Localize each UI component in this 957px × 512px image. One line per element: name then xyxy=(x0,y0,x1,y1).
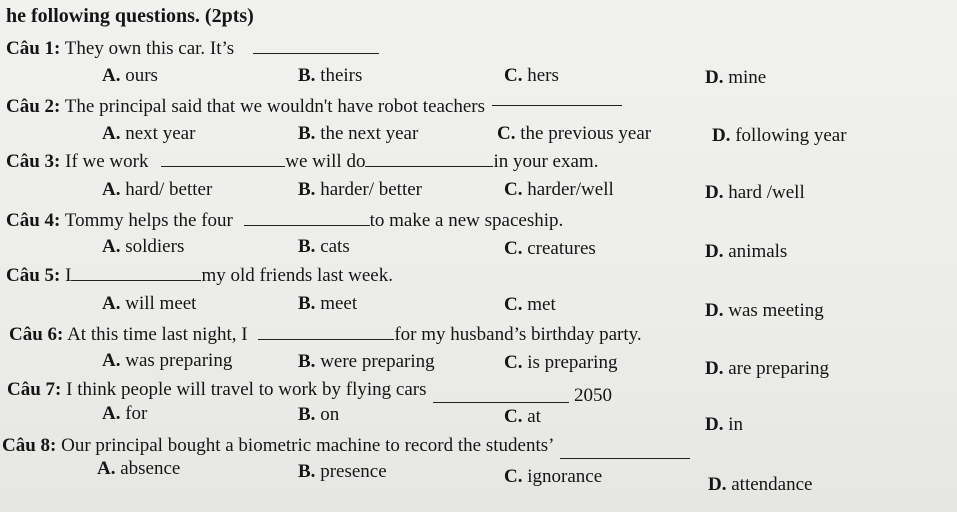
question-text: The principal said that we wouldn't have robot teachers xyxy=(64,96,486,117)
option-label: cats xyxy=(320,236,350,257)
question-label: Câu 8: xyxy=(2,435,57,456)
question-text: At this time last night, I xyxy=(67,324,248,345)
question-4 xyxy=(6,209,563,232)
question-label: Câu 6: xyxy=(9,324,64,345)
answer-blank xyxy=(253,37,379,54)
question-2 xyxy=(6,95,622,118)
option-label: met xyxy=(527,294,556,315)
question-text: Tommy helps the four xyxy=(64,210,233,231)
option-a[interactable]: A. was preparing xyxy=(102,350,233,371)
option-c[interactable]: C. at xyxy=(504,406,541,427)
option-c[interactable]: C. ignorance xyxy=(504,466,603,487)
option-label: are preparing xyxy=(728,358,829,379)
option-c[interactable]: C. creatures xyxy=(504,238,596,259)
option-a[interactable]: A. ours xyxy=(102,65,158,86)
question-text: Our principal bought a biometric machine to record the students’ xyxy=(61,435,554,456)
option-d[interactable]: D. in xyxy=(705,414,744,435)
question-text: I xyxy=(65,265,72,286)
question-label: Câu 3: xyxy=(6,151,61,172)
option-label: will meet xyxy=(125,293,197,314)
option-label: hers xyxy=(527,65,559,86)
question-8 xyxy=(2,434,690,457)
option-b[interactable]: B. theirs xyxy=(298,65,363,86)
option-label: animals xyxy=(728,241,788,262)
option-label: soldiers xyxy=(125,236,185,257)
question-text-mid: we will do xyxy=(285,151,366,172)
option-label: is preparing xyxy=(527,352,618,373)
option-b[interactable]: B. were preparing xyxy=(298,351,435,372)
question-label: Câu 5: xyxy=(6,265,61,286)
option-label: next year xyxy=(125,123,196,144)
answer-blank xyxy=(244,209,370,226)
option-c[interactable]: C. harder/well xyxy=(504,179,614,200)
question-label: Câu 4: xyxy=(6,210,61,231)
option-d[interactable]: D. following year xyxy=(712,125,847,146)
question-3 xyxy=(6,150,598,173)
question-text: I think people will travel to work by flying cars xyxy=(66,379,427,400)
option-a[interactable]: A. next year xyxy=(102,123,196,144)
question-text-end: in your exam. xyxy=(493,151,599,172)
question-label: Câu 7: xyxy=(7,379,62,400)
question-text-end: to make a new spaceship. xyxy=(369,210,564,231)
option-c[interactable]: C. the previous year xyxy=(497,123,652,144)
option-label: the previous year xyxy=(520,123,652,144)
option-label: at xyxy=(527,406,541,427)
answer-blank xyxy=(560,442,690,459)
option-label: presence xyxy=(320,461,387,482)
option-label: harder/ better xyxy=(320,179,422,200)
option-a[interactable]: A. absence xyxy=(97,458,181,479)
question-label: Câu 1: xyxy=(6,38,61,59)
option-label: creatures xyxy=(527,238,596,259)
option-label: attendance xyxy=(731,474,813,495)
question-5 xyxy=(6,264,393,287)
option-label: following year xyxy=(735,125,847,146)
option-b[interactable]: B. cats xyxy=(298,236,350,257)
option-label: theirs xyxy=(320,65,363,86)
option-a[interactable]: A. for xyxy=(102,403,148,424)
option-label: mine xyxy=(728,67,767,88)
option-label: hard /well xyxy=(728,182,805,203)
option-label: in xyxy=(728,414,744,435)
question-6 xyxy=(9,323,642,346)
option-b[interactable]: B. the next year xyxy=(298,123,419,144)
option-label: the next year xyxy=(320,123,419,144)
option-b[interactable]: B. on xyxy=(298,404,340,425)
option-d[interactable]: D. animals xyxy=(705,241,788,262)
question-text: If we work xyxy=(65,151,149,172)
answer-blank xyxy=(71,264,201,281)
option-c[interactable]: C. hers xyxy=(504,65,559,86)
option-d[interactable]: D. was meeting xyxy=(705,300,824,321)
question-text-end: 2050 xyxy=(574,385,613,406)
answer-blank xyxy=(492,89,622,106)
option-b[interactable]: B. harder/ better xyxy=(298,179,422,200)
question-7 xyxy=(7,378,613,406)
option-a[interactable]: A. soldiers xyxy=(102,236,185,257)
option-label: ignorance xyxy=(527,466,603,487)
answer-blank xyxy=(433,386,569,403)
option-label: on xyxy=(320,404,340,425)
option-b[interactable]: B. meet xyxy=(298,293,358,314)
option-label: ours xyxy=(125,65,158,86)
answer-blank xyxy=(365,150,493,167)
option-label: absence xyxy=(120,458,181,479)
option-d[interactable]: D. attendance xyxy=(708,474,813,495)
question-label: Câu 2: xyxy=(6,96,61,117)
option-label: hard/ better xyxy=(125,179,213,200)
section-header: he following questions. (2pts) xyxy=(6,5,254,27)
option-a[interactable]: A. will meet xyxy=(102,293,197,314)
option-c[interactable]: C. met xyxy=(504,294,556,315)
option-d[interactable]: D. mine xyxy=(705,67,767,88)
option-label: for xyxy=(125,403,148,424)
option-label: was meeting xyxy=(728,300,824,321)
option-a[interactable]: A. hard/ better xyxy=(102,179,213,200)
option-label: was preparing xyxy=(125,350,233,371)
option-d[interactable]: D. hard /well xyxy=(705,182,805,203)
question-text-end: my old friends last week. xyxy=(201,265,393,286)
option-d[interactable]: D. are preparing xyxy=(705,358,829,379)
answer-blank xyxy=(258,323,394,340)
answer-blank xyxy=(161,150,285,167)
option-label: meet xyxy=(320,293,358,314)
option-label: were preparing xyxy=(320,351,435,372)
question-text: They own this car. It’s xyxy=(64,38,235,59)
option-label: harder/well xyxy=(527,179,614,200)
option-b[interactable]: B. presence xyxy=(298,461,387,482)
option-c[interactable]: C. is preparing xyxy=(504,352,618,373)
question-1 xyxy=(6,37,379,60)
question-text-end: for my husband’s birthday party. xyxy=(394,324,642,345)
